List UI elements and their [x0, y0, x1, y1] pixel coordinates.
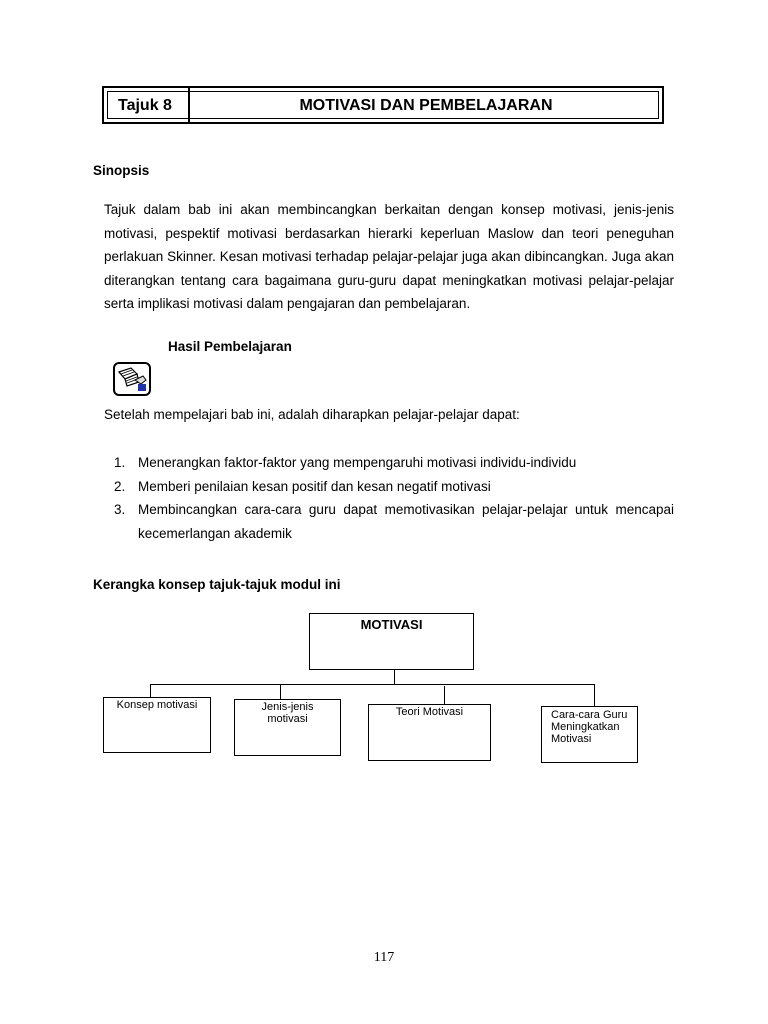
connector-line [394, 670, 395, 684]
chapter-number: Tajuk 8 [118, 97, 172, 114]
list-item [114, 498, 674, 545]
list-item-number: 1. [114, 455, 126, 470]
sinopsis-body: Tajuk dalam bab ini akan membincangkan berkaitan dengan konsep motivasi, jenis-jenis motivasi, pespektif motivasi berdasarkan hierarki keperluan Maslow dan teori peneguhan perlakuan Skinner. Kesan motivasi terhadap pelajar-pelajar juga akan dibincangkan. Juga akan diterangkan tentang cara bagaimana guru-guru dapat meningkatkan motivasi pelajar-pelajar serta implikasi motivasi dalam pengajaran dan pembelajaran. [104, 202, 674, 311]
list-item [114, 451, 674, 475]
chapter-title: MOTIVASI DAN PEMBELAJARAN [299, 97, 553, 114]
list-item [114, 475, 674, 499]
list-item-text: Memberi penilaian kesan positif dan kesan negatif motivasi [138, 478, 491, 494]
page-number: 117 [373, 950, 395, 965]
diagram-child-box: Cara-cara Guru Meningkatkan Motivasi [541, 706, 638, 763]
learning-outcomes-list [114, 451, 674, 545]
framework-heading: Kerangka konsep tajuk-tajuk modul ini [93, 577, 341, 592]
list-item-text: Menerangkan faktor-faktor yang mempengaruhi motivasi individu-individu [138, 455, 577, 470]
book-hand-icon [113, 362, 151, 396]
connector-line [150, 684, 595, 685]
diagram-root-box: MOTIVASI [309, 613, 474, 670]
learning-outcomes-heading: Hasil Pembelajaran [168, 339, 292, 354]
sinopsis-heading: Sinopsis [93, 163, 150, 178]
learning-outcomes-intro: Setelah mempelajari bab ini, adalah diharapkan pelajar-pelajar dapat: [104, 407, 520, 422]
diagram-child-box: Konsep motivasi [103, 697, 211, 753]
connector-line [444, 686, 445, 705]
diagram-child-box: Teori Motivasi [368, 704, 491, 761]
connector-line [280, 684, 281, 700]
list-item-text: Membincangkan cara-cara guru dapat memotivasikan pelajar-pelajar untuk mencapai kecemerlangan akademik [138, 502, 674, 541]
list-item-number: 2. [114, 478, 126, 494]
diagram-child-box: Jenis-jenis motivasi [234, 699, 341, 756]
connector-line [150, 684, 151, 698]
chapter-title-box [102, 86, 664, 124]
connector-line [594, 684, 595, 707]
list-item-number: 3. [114, 502, 126, 517]
